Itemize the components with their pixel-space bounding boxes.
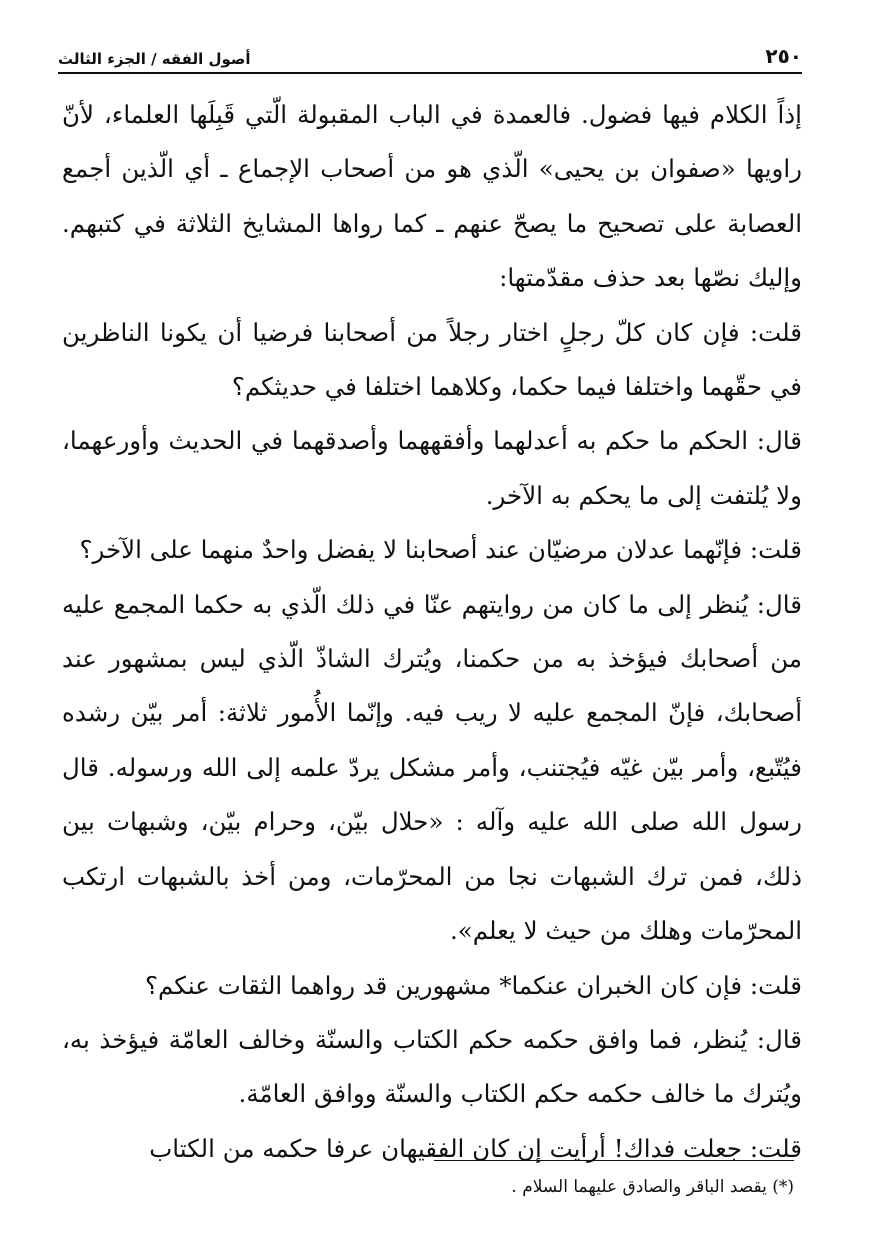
paragraph: قلت: فإنّهما عدلان مرضيّان عند أصحابنا لا يفضل واحدٌ منهما على الآخر؟ bbox=[79, 535, 802, 565]
paragraph: قال: يُنظر إلى ما كان من روايتهم عنّا في ذلك الّذي به حكما المجمع عليه من أصحابك فيؤخذ به من حكمنا، ويُترك الشاذّ الّذي ليس بمشهور عند أصحابك، فإنّ المجمع عليه لا ريب فيه. وإنّما الأُمور ثلاثة: أمر بيّن رشده فيُتّبع، وأمر بيّن غيّه فيُجتنب، وأمر مشكل يردّ علمه إلى الله ورسوله. قال رسول الله صلى الله عليه وآله : «حلال بيّن، وحرام بيّن، وشبهات بين ذلك، فمن ترك الشبهات نجا من المحرّمات، ومن أخذ بالشبهات ارتكب المحرّمات وهلك من حيث لا يعلم». bbox=[62, 589, 802, 946]
paragraph: قلت: فإن كان الخبران عنكما* مشهورين قد رواهما الثقات عنكم؟ bbox=[145, 970, 802, 1000]
footnote-divider bbox=[434, 1160, 794, 1161]
running-title: أصول الفقه / الجزء الثالث bbox=[58, 50, 251, 68]
paragraph: قال: يُنظر، فما وافق حكمه حكم الكتاب والسنّة وخالف العامّة فيؤخذ به، ويُترك ما خالف حكمه حكم الكتاب والسنّة ووافق العامّة. bbox=[62, 1024, 802, 1109]
paragraph: إذاً الكلام فيها فضول. فالعمدة في الباب المقبولة الّتي قَبِلَها العلماء، لأنّ راويها «صفوان بن يحيى» الّذي هو من أصحاب الإجماع ـ أي الّذين أجمع العصابة على تصحيح ما يصحّ عنهم ـ كما رواها المشايخ الثلاثة في كتبهم. وإليك نصّها بعد حذف مقدّمتها: bbox=[62, 100, 802, 293]
paragraph: قال: الحكم ما حكم به أعدلهما وأفقههما وأصدقهما في الحديث وأورعهما، ولا يُلتفت إلى ما يحكم به الآخر. bbox=[62, 426, 802, 510]
paragraph: قلت: فإن كان كلّ رجلٍ اختار رجلاً من أصحابنا فرضيا أن يكونا الناظرين في حقّهما واختلفا فيما حكما، وكلاهما اختلفا في حديثكم؟ bbox=[62, 317, 802, 402]
paragraph: قلت: جعلت فداك! أرأيت إن كان الفقيهان عرفا حكمه من الكتاب bbox=[149, 1133, 802, 1163]
footnote: (*) يقصد الباقر والصادق عليهما السلام . bbox=[511, 1177, 794, 1197]
page-body bbox=[62, 88, 802, 1176]
page-header bbox=[58, 38, 802, 74]
page-number: ٢٥٠ bbox=[765, 44, 802, 68]
